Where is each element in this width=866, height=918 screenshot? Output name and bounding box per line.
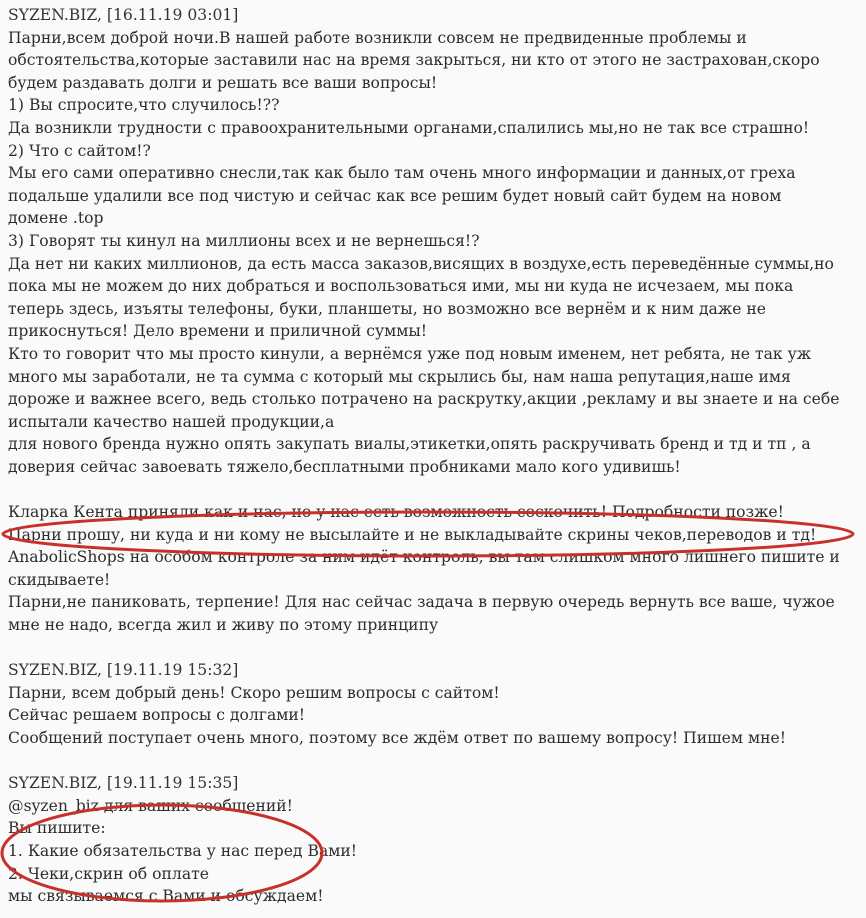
message-body (8, 27, 858, 637)
message-line: 2) Что с сайтом!? (8, 141, 151, 160)
message-gap (8, 750, 858, 773)
message-line: мне не надо, всегда жил и живу по этому принципу (8, 616, 439, 635)
message-line: Мы его сами оперативно снесли,так как было там очень много информации и данных,от греха (8, 164, 796, 183)
message-line: Парни,не паниковать, терпение! Для нас сейчас задача в первую очередь вернуть все ваше, чужое (8, 593, 835, 612)
message-line: AnabolicShops на особом контроле за ним идёт контроль, вы там слишком много лишнего пишите и (8, 548, 840, 567)
message-line: для нового бренда нужно опять закупать виалы,этикетки,опять раскручивать бренд и тд и тп , а (8, 435, 811, 454)
message-line: Парни, всем добрый день! Скоро решим вопросы с сайтом! (8, 683, 500, 702)
message-line: прикоснуться! Дело времени и приличной суммы! (8, 322, 428, 341)
message-line: Парни прошу, ни куда и ни кому не высылайте и не выкладывайте скрины чеков,переводов и тд! (8, 525, 817, 544)
message-body (8, 795, 858, 908)
message-line: Да нет ни каких миллионов, да есть масса заказов,висящих в воздухе,есть переведённые суммы,но (8, 254, 834, 273)
message-line: теперь здесь, изъяты телефоны, буки, планшеты, но возможно все вернём и к ним даже не (8, 299, 766, 318)
message-line: домене .top (8, 209, 104, 228)
message-line: мы связываемся с Вами и обсуждаем! (8, 887, 324, 906)
message-line: 3) Говорят ты кинул на миллионы всех и не вернешься!? (8, 231, 480, 250)
message-line: Да возникли трудности с правоохранительными органами,спалились мы,но не так все страшно! (8, 118, 810, 137)
message-line: будем раздавать долги и решать все ваши вопросы! (8, 73, 438, 92)
message-line: скидываете! (8, 570, 111, 589)
message-line: испытали качество нашей продукции,а (8, 412, 335, 431)
message-line: обстоятельства,которые заставили нас на время закрыться, ни кто от этого не застрахован,скоро (8, 51, 820, 70)
message-line: подальше удалили все под чистую и сейчас как все решим будет новый сайт будем на новом (8, 186, 782, 205)
message-body (8, 682, 858, 750)
message-line: Кто то говорит что мы просто кинули, а вернёмся уже под новым именем, нет ребята, не так уж (8, 344, 812, 363)
message-3 (8, 772, 858, 908)
message-line: Парни,всем доброй ночи.В нашей работе возникли совсем не предвиденные проблемы и (8, 28, 747, 47)
message-line: пока мы не можем до них добраться и воспользоваться ими, мы ни куда не исчезаем, мы пока (8, 277, 794, 296)
message-line: много мы заработали, не та сумма с который мы скрылись бы, нам наша репутация,наше имя (8, 367, 791, 386)
message-line: 1. Какие обязательства у нас перед Вами! (8, 841, 358, 860)
message-gap (8, 637, 858, 660)
message-line: доверия сейчас завоевать тяжело,бесплатными пробниками мало кого удивишь! (8, 457, 681, 476)
message-line (8, 478, 858, 501)
message-header: SYZEN.BIZ, [19.11.19 15:32] (8, 661, 239, 680)
message-line: 2. Чеки,скрин об оплате (8, 864, 209, 883)
message-log (8, 4, 858, 908)
message-header: SYZEN.BIZ, [16.11.19 03:01] (8, 6, 239, 24)
message-line: Вы пишите: (8, 819, 106, 838)
message-line: Сейчас решаем вопросы с долгами! (8, 706, 306, 725)
message-line: Кларка Кента приняли как и нас, но у нас есть возможность соскочить! Подробности позже! (8, 503, 784, 522)
message-header: SYZEN.BIZ, [19.11.19 15:35] (8, 774, 239, 793)
message-line: Сообщений поступает очень много, поэтому все ждём ответ по вашему вопросу! Пишем мне! (8, 729, 786, 747)
message-line: дороже и важнее всего, ведь столько потрачено на раскрутку,акции ,рекламу и вы знаете и на себе (8, 390, 840, 409)
message-line: @syzen_biz для ваших сообщений! (8, 796, 293, 815)
message-2 (8, 659, 858, 749)
message-1 (8, 4, 858, 637)
message-line: 1) Вы спросите,что случилось!?? (8, 96, 280, 115)
